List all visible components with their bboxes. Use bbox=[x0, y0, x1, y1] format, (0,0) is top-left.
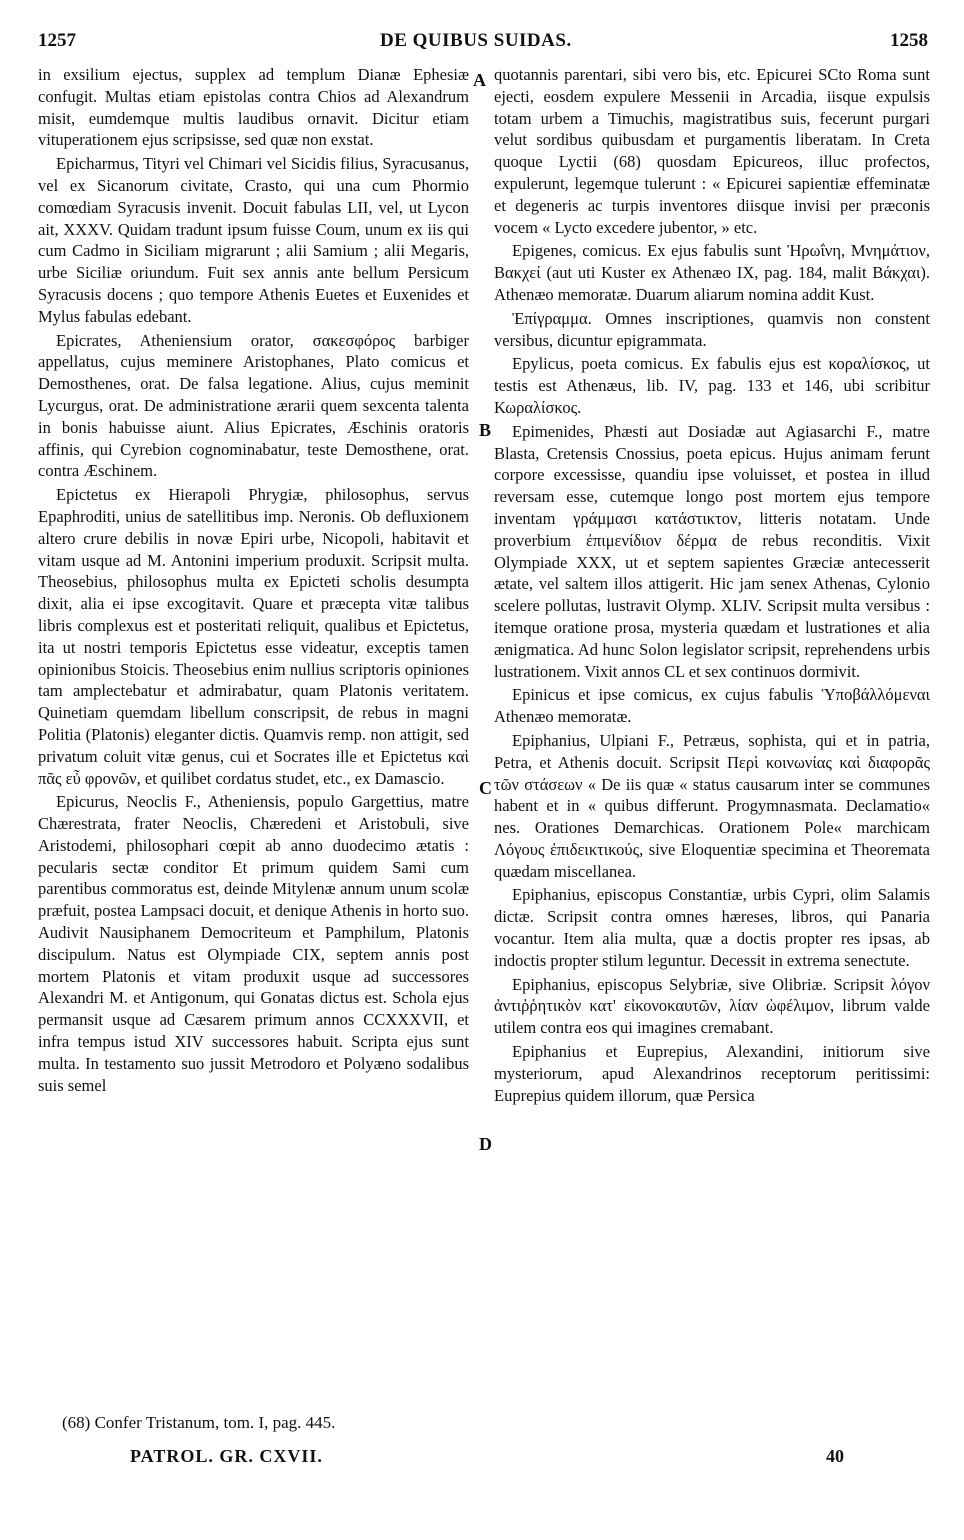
margin-marker-a: A bbox=[473, 70, 486, 90]
margin-marker-c: C bbox=[479, 778, 492, 798]
paragraph: Epimenides, Phæsti aut Dosiadæ aut Agiasarchi F., matre Blasta, Cretensis Cnossius, poeta epicus. Hujus animam ferunt corpore excessisse, quandiu ipse voluisset, et postea in illud reversam esse, cutemque longo post mortem ejus tempore inventam γράμμασι κατάστικτον, litteris notatam. Unde proverbium ἐπιμενίδιον δέρμα de rebus reconditis. Vixit Olympiade XXX, ut et septem sapientes Græciæ antecesserit ætate, vel saltem illos attigerit. Hic jam senex Athenas, Cylonio scelere pollutas, lustravit Olymp. XLIV. Scripsit multa versibus : itemque oratione prosa, mysteria quædam et lustrationes et alia ænigmatica. Ad hunc Solon legislator scripsit, reprehendens urbis lustrationem. Vixit annos CL et sex continuos dormivit. bbox=[494, 421, 930, 681]
paragraph: in exsilium ejectus, supplex ad templum Dianæ Ephesiæ confugit. Multas etiam epistolas contra Chios ad Alexandrum misit, eumdemque multis laudibus ornavit. Dicitur etiam vituperationem ejus scripsisse, sed quæ non exstat. bbox=[38, 65, 469, 150]
paragraph: Epiphanius, Ulpiani F., Petræus, sophista, qui et in patria, Petra, et Athenis docuit. Scripsit Περὶ κοινωνίας καὶ διαφορᾶς τῶν στάσεων « De iis quæ « status causarum inter se communes habent et in « quibus differunt. Progymnasmata. Declamatio« nes. Orationes Demarchicas. Orationem Pole« marchicam Λόγους ἐπιδεικτικούς, sive Eloquentiæ specimina et Theoremata quædam miscellanea. bbox=[494, 730, 930, 881]
right-column bbox=[494, 64, 930, 1108]
paragraph: quotannis parentari, sibi vero bis, etc. Epicurei SCto Roma sunt ejecti, eosdem expulere Messenii in Arcadia, iisque expulsis totam urbem a Timuchis, magistratibus suis, fecerunt purgari velut sordibus quibusdam et purgamentis liberatam. In Creta quoque Lyctii (68) quosdam Epicureos, illuc profectos, expulerunt, legemque tulerunt : « Epicurei sapientiæ effeminatæ et degeneris ac turpis inventores diisque invisi per præconis vocem « Lycto excedere jubentor, » etc. bbox=[494, 65, 930, 237]
paragraph: Epylicus, poeta comicus. Ex fabulis ejus est κοραλίσκος, ut testis est Athenæus, lib. IV, pag. 133 et 146, ubi scribitur Κωραλίσκος. bbox=[494, 354, 930, 417]
paragraph: Epicharmus, Tityri vel Chimari vel Sicidis filius, Syracusanus, vel ex Sicanorum civitate, Crasto, qui una cum Phormio comœdiam Syracusis invenit. Docuit fabulas LII, vel, ut Lycon ait, XXXV. Quidam tradunt ipsum fuisse Coum, unum ex iis qui cum Cadmo in Siciliam migrarunt ; alii Samium ; alii Megaris, urbe Siciliæ oriundum. Fuit sex annis ante bellum Persicum Syracusis docens ; quo tempore Athenis Euetes et Euxenides et Mylus fabulas edebant. bbox=[38, 154, 469, 326]
paragraph: Epiphanius et Euprepius, Alexandini, initiorum sive mysteriorum, apud Alexandrinos receptorum peritissimi: Euprepius quidem illorum, quæ Persica bbox=[494, 1042, 930, 1105]
margin-marker-b: B bbox=[479, 420, 492, 440]
paragraph: Epicurus, Neoclis F., Atheniensis, populo Gargettius, matre Chærestrata, frater Neoclis, Chæredeni et Aristobuli, sive Aristodemi, philosophari cœpit ab anno duodecimo ætatis : pecularis sectæ conditor Et primum quidem Sami cum parentibus commoratus est, deinde Mitylenæ annum unum scolæ præfuit, postea Lampsaci docuit, et denique Athenis in horto suo. Audivit Nausiphanem Democriteum et Pamphilum, Platonis discipulum. Natus est Olympiade CIX, septem annis post mortem Platonis et vitam produxit usque ad successores Alexandri M. et Antigonum, qui Gonatas dictus est. Schola ejus permansit usque ad Cæsarem primum annos CCXXXVII, et infra tempus istud XIV successores habuit. Scripta ejus sunt multa. In testamento suo jussit Metrodoro et Polyæno sodalibus suis semel bbox=[38, 792, 469, 1095]
margin-marker-d: D bbox=[479, 1134, 492, 1154]
paragraph: Epicrates, Atheniensium orator, σακεσφόρος barbiger appellatus, cujus meminere Aristophanes, Plato comicus et Demosthenes, orat. De falsa legatione. Alius, cujus meminit Lycurgus, orat. De administratione ærarii quem sexcenta talenta in bonis habuisse aiunt. Alius Epicrates, Æschinis oratoris affinis, qui Cyrebion cognominabatur, teste Demosthene, orat. contra Æschinem. bbox=[38, 330, 469, 481]
header-right-number: 1258 bbox=[890, 30, 928, 51]
header-left-number: 1257 bbox=[38, 30, 76, 51]
page-number: 40 bbox=[826, 1446, 844, 1466]
paragraph: Epinicus et ipse comicus, ex cujus fabulis Ὑποβάλλόμεναι Athenæo memoratæ. bbox=[494, 685, 930, 727]
paragraph: Epiphanius, episcopus Constantiæ, urbis Cypri, olim Salamis dictæ. Scripsit contra omnes hæreses, libros, qui Panaria vocantur. Item alia multa, quæ a doctis propter res ipsas, ab indoctis propter stilum leguntur. Decessit in extrema senectute. bbox=[494, 885, 930, 970]
paragraph: Ἐπίγραμμα. Omnes inscriptiones, quamvis non constent versibus, dicuntur epigrammata. bbox=[494, 308, 930, 350]
paragraph: Epigenes, comicus. Ex ejus fabulis sunt Ἡρωΐνη, Μνημάτιον, Βακχεί (aut uti Kuster ex Athenæo IX, pag. 184, malit Βάκχαι). Athenæo memoratæ. Duarum aliarum nomina addit Kust. bbox=[494, 241, 930, 304]
footnote: (68) Confer Tristanum, tom. I, pag. 445. bbox=[62, 1413, 336, 1432]
paragraph: Epiphanius, episcopus Selybriæ, sive Olibriæ. Scripsit λόγον ἀντιῤῥητικὸν κατ' εἰκονοκαυτῶν, λίαν ὠφέλιμον, librum valde utilem contra eos qui imagines cremabant. bbox=[494, 974, 930, 1038]
left-column bbox=[38, 64, 469, 1098]
header-title: DE QUIBUS SUIDAS. bbox=[380, 30, 572, 51]
paragraph: Epictetus ex Hierapoli Phrygiæ, philosophus, servus Epaphroditi, unius de satellitibus imp. Neronis. Ob defluxionem altero crure debilis in novæ Epiri urbe, Nicopoli, habitavit et vitam usque ad M. Antonini imperium produxit. Scripsit multa. Theosebius, philosophus multa ex Epicteti scholis desumpta dixit, alia ei ipse excogitavit. Quare et præcepta vitæ talibus libris complexus est et posteritati reliquit, qualibus et Epictetus, ita ut nostri temporis Epictetus esse videatur, exceptis tamen opinionibus Stoicis. Theosebius enim nullius scriptoris opiniones tam amplectebatur et admirabatur, quam Platonis veritatem. Quinetiam quemdam libellum conscripsit, de rebus in magni Politia (Platonis) eleganter dictis. Quamvis remp. non attigit, sed privatum coluit vitæ genus, cui et Socrates ille et Epictetus καὶ πᾶς εὖ φρονῶν, et quilibet cordatus studet, etc., ex Damascio. bbox=[38, 485, 469, 788]
volume-signature: PATROL. GR. CXVII. bbox=[130, 1446, 323, 1466]
